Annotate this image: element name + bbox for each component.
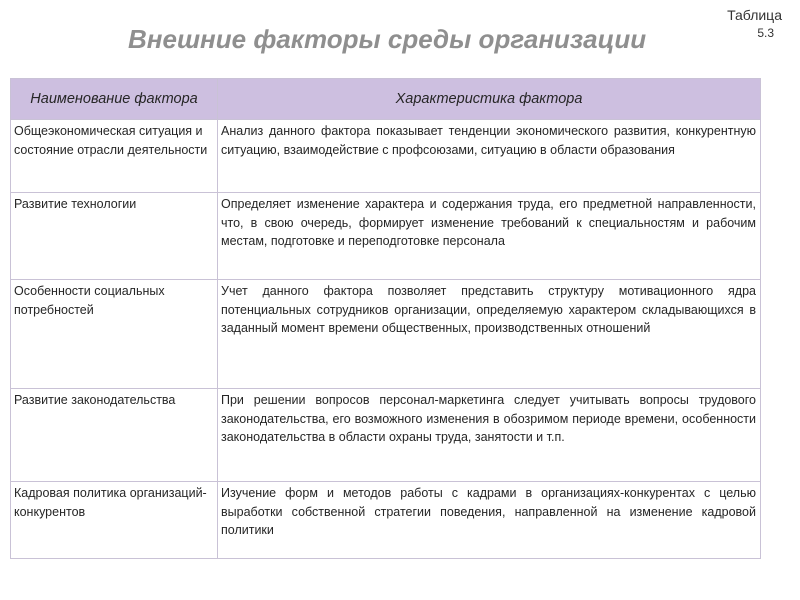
factor-description-cell: Анализ данного фактора показывает тенденции экономического развития, конкурентную ситуацию, взаимодействие с профсоюзами, ситуацию в области образования xyxy=(218,120,761,193)
factor-name-cell: Развитие технологии xyxy=(11,193,218,280)
table-label-word: Таблица xyxy=(727,7,782,23)
factor-name-cell: Развитие законодательства xyxy=(11,389,218,482)
table-row xyxy=(11,120,761,193)
table-label xyxy=(727,6,782,42)
table-row xyxy=(11,482,761,559)
factor-name-cell: Кадровая политика организаций-конкурентов xyxy=(11,482,218,559)
factor-description-cell: Учет данного фактора позволяет представить структуру мотивационного ядра потенциальных сотрудников организации, определяемую характером складывающихся в заданный момент времени общественных, производственных отношений xyxy=(218,280,761,389)
factor-description-cell: Изучение форм и методов работы с кадрами в организациях-конкурентах с целью выработки собственной стратегии поведения, направленной на изменение кадровой политики xyxy=(218,482,761,559)
table-row xyxy=(11,280,761,389)
table-row xyxy=(11,389,761,482)
table-header-row xyxy=(11,79,761,120)
column-header-factor-characteristic: Характеристика фактора xyxy=(218,79,761,120)
factors-table xyxy=(10,78,761,559)
column-header-factor-name: Наименование фактора xyxy=(11,79,218,120)
factor-name-cell: Особенности социальных потребностей xyxy=(11,280,218,389)
page-title: Внешние факторы среды организации xyxy=(128,24,647,54)
table-row xyxy=(11,193,761,280)
table-label-number: 5.3 xyxy=(757,26,774,41)
factor-description-cell: Определяет изменение характера и содержания труда, его предметной направленности, что, в свою очередь, формирует изменение требований к специальностям и рабочим местам, подготовке и переподготовке персонала xyxy=(218,193,761,280)
factor-name-cell: Общеэкономическая ситуация и состояние отрасли деятельности xyxy=(11,120,218,193)
factor-description-cell: При решении вопросов персонал-маркетинга следует учитывать вопросы трудового законодательства, его возможного изменения в обозримом периоде времени, особенности законодательства в области охраны труда, занятости и т.п. xyxy=(218,389,761,482)
